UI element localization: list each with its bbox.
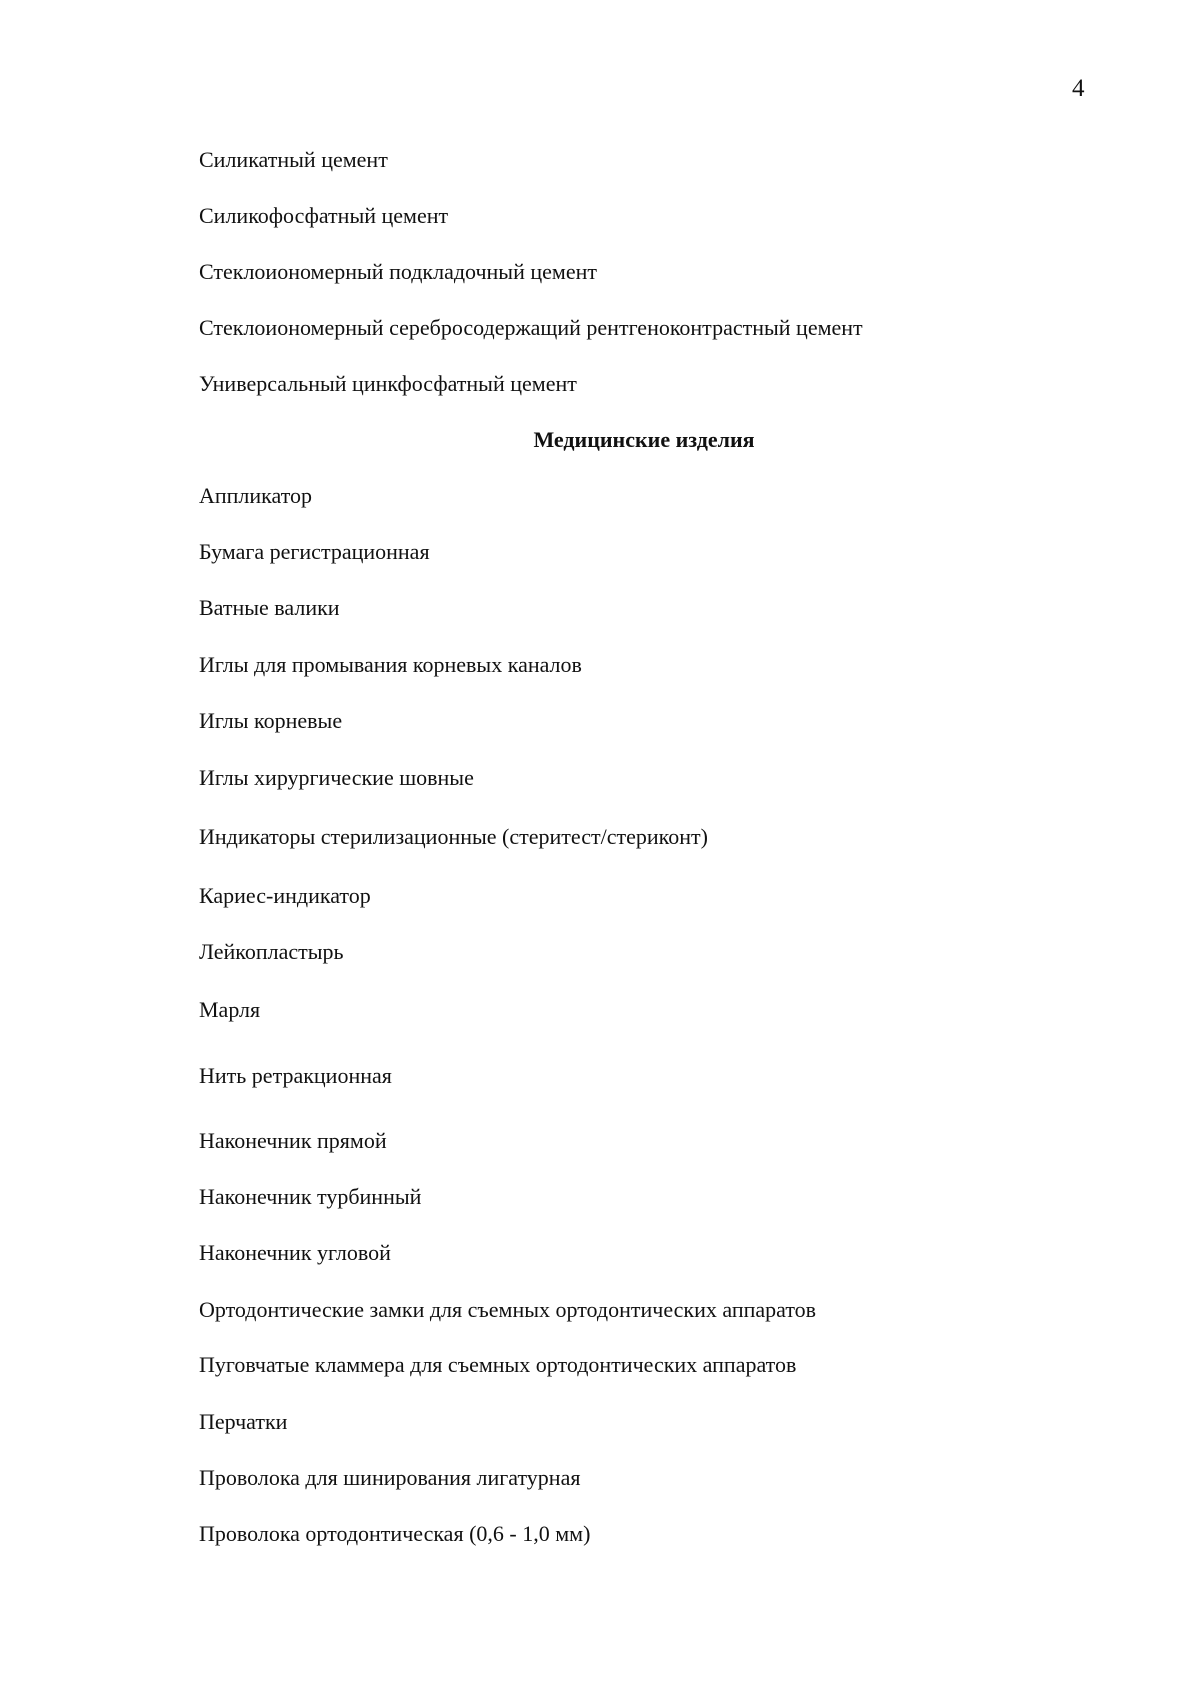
page-number: 4 (1072, 75, 1085, 102)
list-item: Лейкопластырь (199, 939, 344, 964)
list-item: Иглы для промывания корневых каналов (199, 652, 582, 677)
list-item: Перчатки (199, 1409, 288, 1434)
list-item: Нить ретракционная (199, 1063, 392, 1088)
list-item: Аппликатор (199, 483, 313, 508)
list-item: Наконечник прямой (199, 1128, 387, 1153)
list-item: Ватные валики (199, 595, 340, 620)
list-item: Стеклоиономерный серебросодержащий рентгеноконтрастный цемент (199, 315, 863, 340)
list-item: Силикатный цемент (199, 147, 388, 172)
list-item: Ортодонтические замки для съемных ортодонтических аппаратов (199, 1297, 817, 1322)
list-item: Иглы корневые (199, 708, 343, 733)
list-item: Универсальный цинкфосфатный цемент (199, 371, 577, 396)
section-heading: Медицинские изделия (533, 427, 755, 452)
list-item: Индикаторы стерилизационные (стеритест/стериконт) (199, 824, 708, 849)
list-item: Наконечник турбинный (199, 1184, 422, 1209)
list-item: Силикофосфатный цемент (199, 203, 449, 228)
list-item: Бумага регистрационная (199, 539, 430, 564)
list-item: Проволока ортодонтическая (0,6 - 1,0 мм) (199, 1521, 591, 1546)
list-item: Иглы хирургические шовные (199, 765, 474, 790)
list-item: Проволока для шинирования лигатурная (199, 1465, 581, 1490)
list-item: Кариес-индикатор (199, 883, 371, 908)
list-item: Марля (199, 997, 261, 1022)
list-item: Наконечник угловой (199, 1240, 391, 1265)
list-item: Стеклоиономерный подкладочный цемент (199, 259, 597, 284)
list-item: Пуговчатые кламмера для съемных ортодонтических аппаратов (199, 1352, 797, 1377)
